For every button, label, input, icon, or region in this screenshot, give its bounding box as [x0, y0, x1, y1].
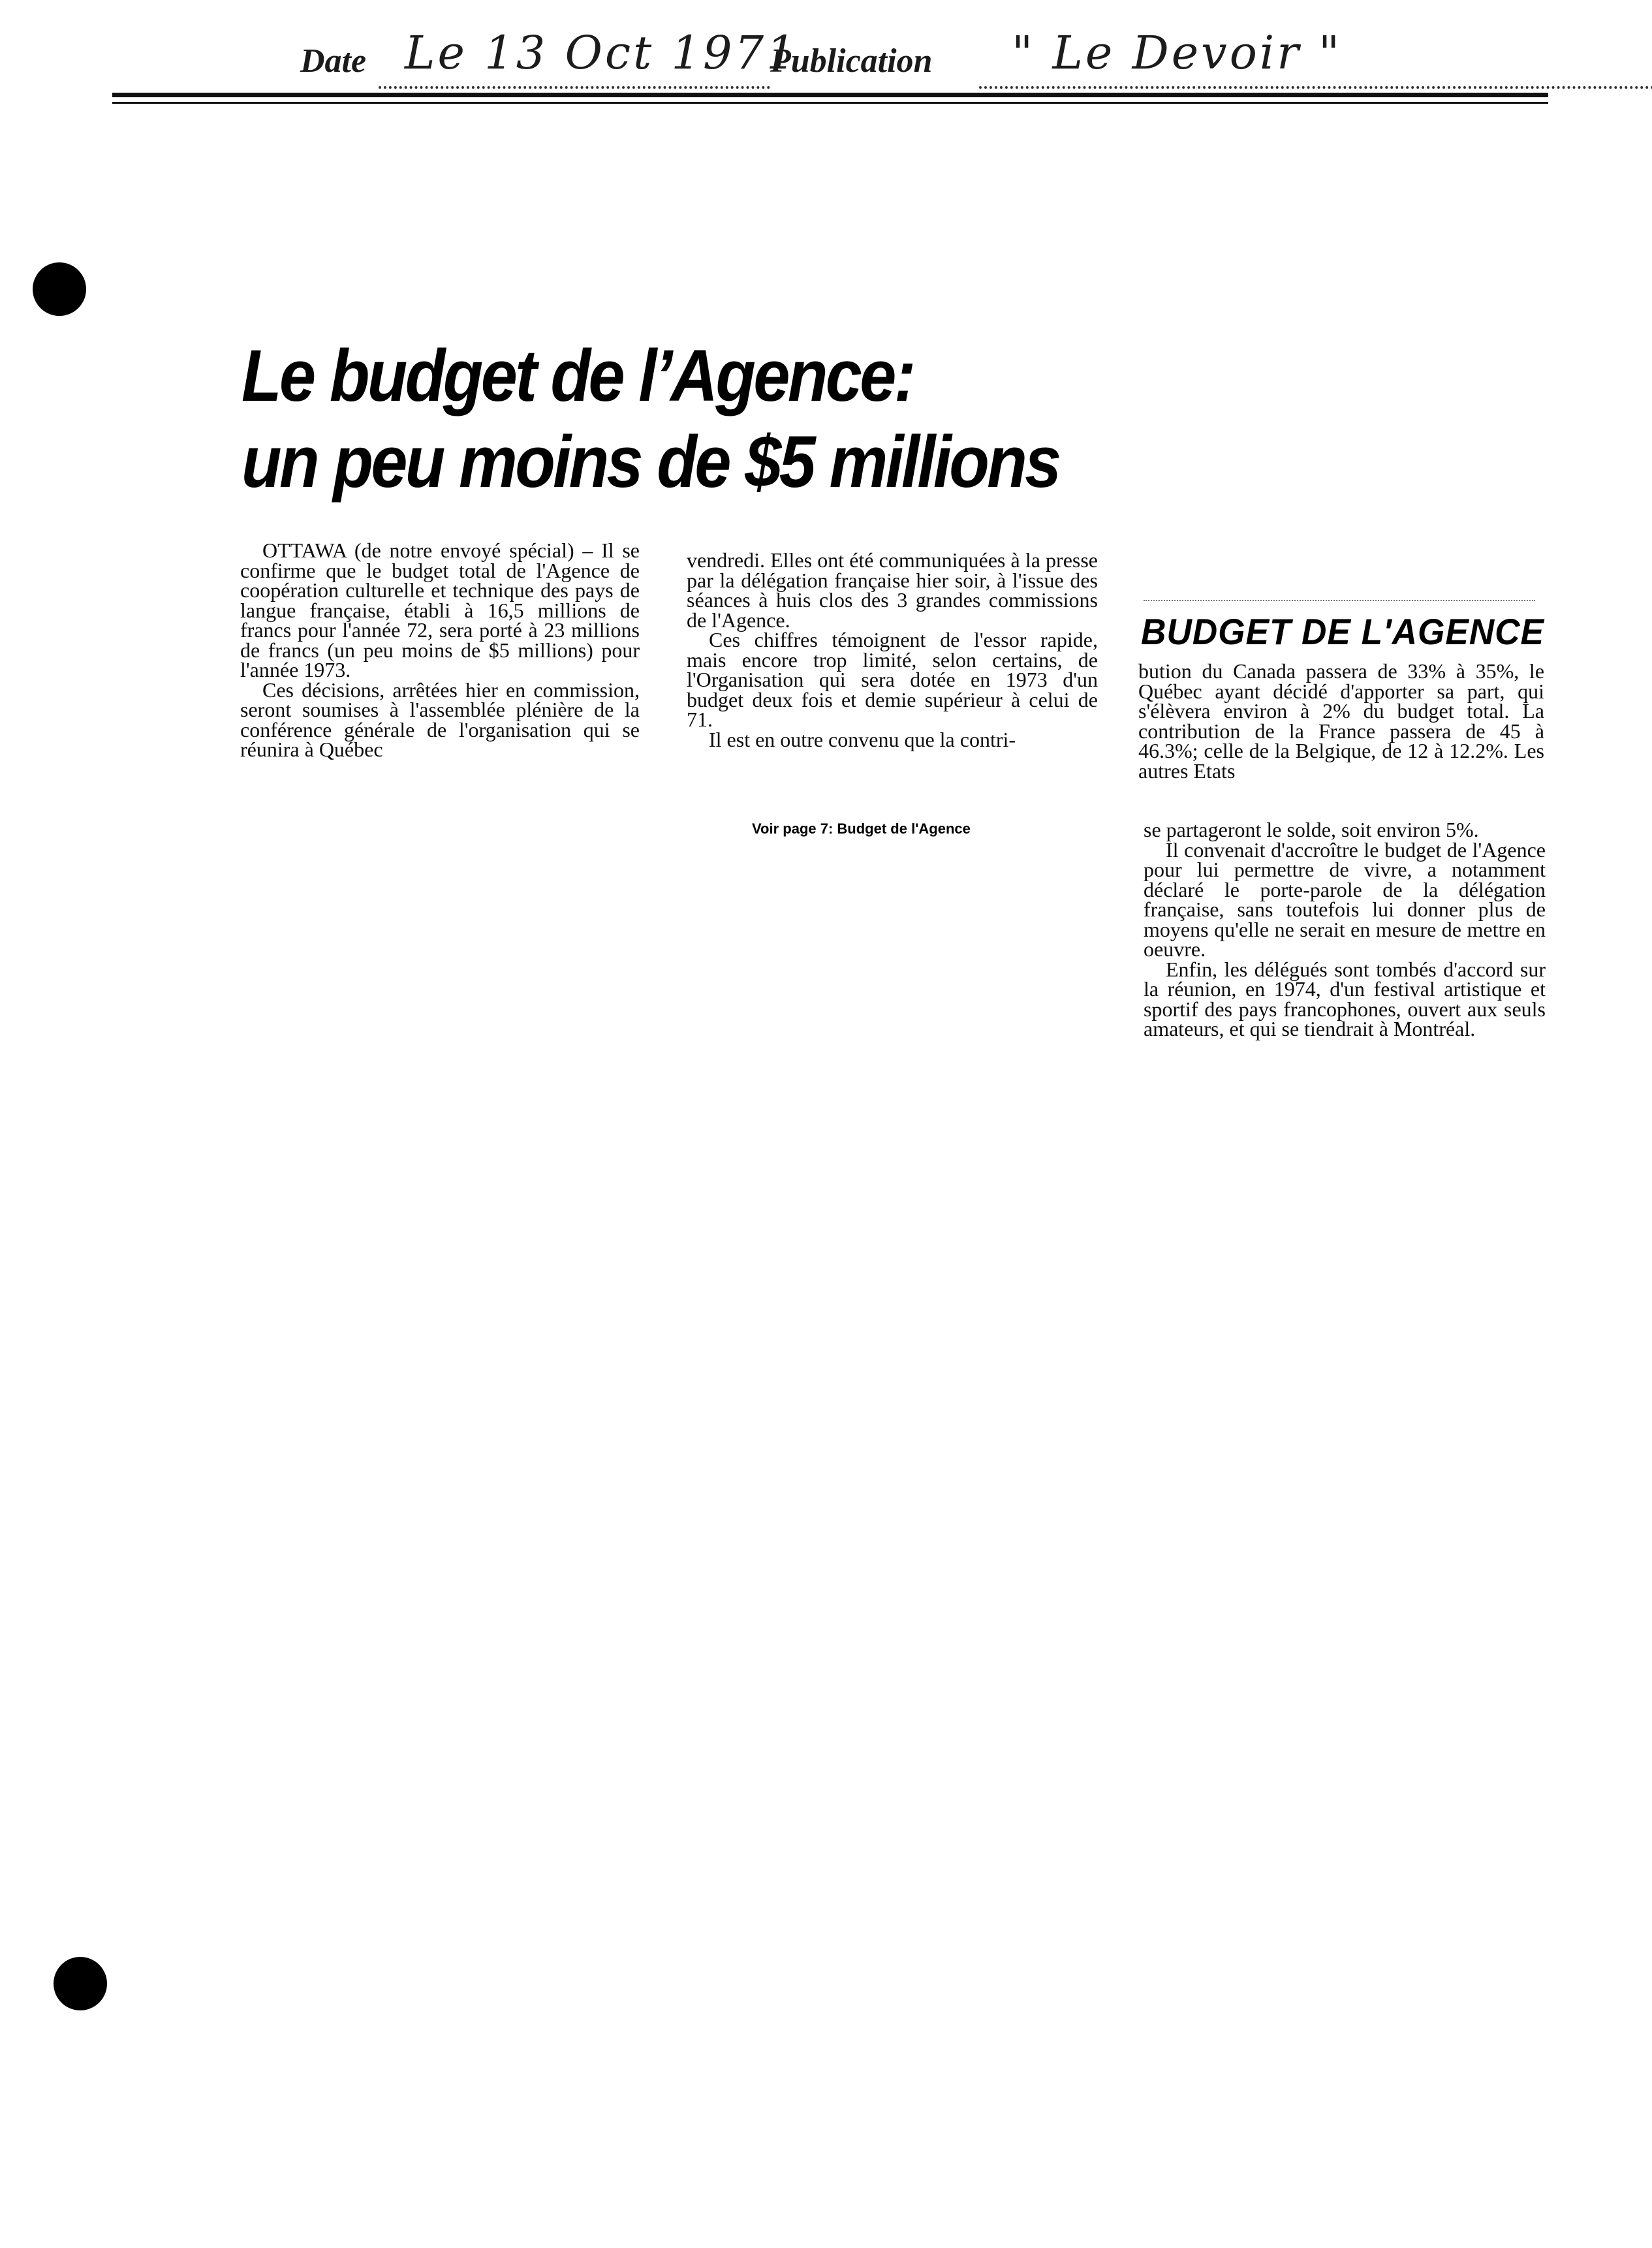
- clipping-header: [300, 26, 1553, 85]
- header-rule-thin: [112, 102, 1548, 104]
- article-column-1: [240, 540, 640, 760]
- continuation-heading: BUDGET DE L'AGENCE: [1141, 611, 1544, 652]
- continuation-rule: [1144, 600, 1535, 601]
- date-dotted-line: [379, 86, 770, 89]
- continuation-column-bottom: [1144, 820, 1546, 1039]
- header-rule-thick: [112, 93, 1548, 97]
- headline-line-2: un peu moins de $5 millions: [242, 421, 1059, 503]
- paragraph: bution du Canada passera de 33% à 35%, le Québec ayant décidé d'apporter sa part, qui s'élèvera environ à 2% du budget total. La contribution de la France passera de 45 à 46.3%; celle de la Belgique, de 12 à 12.2%. Les autres Etats: [1138, 659, 1544, 783]
- headline: [242, 333, 1123, 505]
- paragraph: Il convenait d'accroître le budget de l'Agence pour lui permettre de vivre, a notamment déclaré le porte-parole de la délégation française, sans toutefois lui donner plus de moyens qu'elle ne serait en mesure de mettre en oeuvre.: [1144, 837, 1546, 961]
- punch-hole-bottom: [54, 1957, 107, 2010]
- publication-value: " Le Devoir ": [1012, 26, 1343, 80]
- paragraph: Il est en outre convenu que la contri-: [709, 727, 1016, 751]
- paragraph: se partageront le solde, soit environ 5%.: [1144, 818, 1479, 841]
- continued-on-page-note: Voir page 7: Budget de l'Agence: [752, 820, 971, 837]
- headline-line-1: Le budget de l’Agence:: [242, 335, 914, 416]
- paragraph: Ces décisions, arrêtées hier en commission, seront soumises à l'assemblée plénière de la conférence générale de l'organisation qui se réunira à Québec: [240, 678, 640, 761]
- date-label: Date: [300, 42, 367, 80]
- paragraph: vendredi. Elles ont été communiquées à la presse par la délégation française hier soir, à l'issue des séances à huis clos des 3 grandes commissions de l'Agence.: [687, 548, 1098, 632]
- punch-hole-top: [33, 262, 86, 316]
- date-value: Le 13 Oct 1971: [405, 26, 798, 80]
- article-column-2: [687, 550, 1098, 749]
- publication-dotted-line: [979, 86, 1652, 89]
- paragraph: Enfin, les délégués sont tombés d'accord sur la réunion, en 1974, d'un festival artistique et sportif des pays francophones, ouvert aux seuls amateurs, et qui se tiendrait à Montréal.: [1144, 957, 1546, 1040]
- paragraph: OTTAWA (de notre envoyé spécial) – Il se confirme que le budget total de l'Agence de coopération culturelle et technique des pays de langue française, établi à 16,5 millions de francs pour l'année 72, sera porté à 23 millions de francs (un peu moins de $5 millions) pour l'année 1973.: [240, 539, 640, 681]
- publication-label: Publication: [770, 42, 933, 80]
- paragraph: Ces chiffres témoignent de l'essor rapide, mais encore trop limité, selon certains, de l'Organisation qui sera dotée en 1973 d'un budget deux fois et demie supérieur à celui de 71.: [687, 628, 1098, 731]
- continuation-column-top: [1138, 661, 1544, 781]
